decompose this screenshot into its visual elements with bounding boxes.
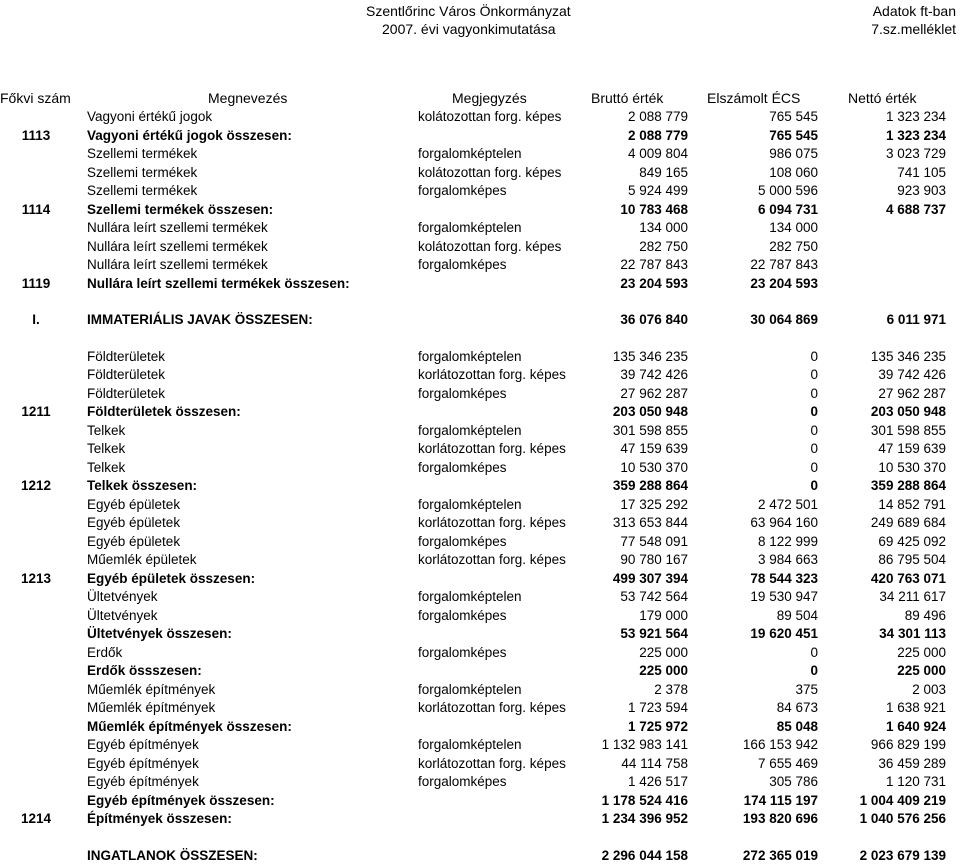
cell-name: Szellemi termékek összesen: [87,201,417,220]
cell-netto: 34 211 617 [820,588,946,607]
cell-name: Műemlék építmények összesen: [87,718,417,737]
report-title: 2007. évi vagyonkimutatása [382,21,556,37]
column-netto: Nettó érték [848,90,916,106]
cell-brutto: 225 000 [560,662,688,681]
cell-netto: 225 000 [820,644,946,663]
cell-brutto: 282 750 [560,238,688,257]
cell-name: Egyéb épületek összesen: [87,570,417,589]
cell-name: Telkek [87,459,417,478]
cell-code: 1212 [0,477,72,496]
cell-brutto: 1 234 396 952 [560,810,688,829]
cell-note: forgalomképtelen [418,145,566,164]
cell-brutto: 90 780 167 [560,551,688,570]
cell-name: Nullára leírt szellemi termékek összesen: [87,275,417,294]
cell-note: forgalomképtelen [418,496,566,515]
subtotal-row [0,570,960,589]
cell-netto: 135 346 235 [820,348,946,367]
cell-name: Földterületek [87,366,417,385]
table-row [0,551,960,570]
cell-note: kolátozottan forg. képes [418,238,566,257]
cell-brutto: 313 653 844 [560,514,688,533]
cell-netto: 225 000 [820,662,946,681]
subtotal-row [0,792,960,811]
cell-name: Műemlék építmények [87,699,417,718]
cell-elszamolt: 0 [690,644,818,663]
cell-note: forgalomképes [418,385,566,404]
cell-brutto: 44 114 758 [560,755,688,774]
cell-brutto: 2 088 779 [560,108,688,127]
cell-netto: 4 688 737 [820,201,946,220]
table-row [0,182,960,201]
cell-netto: 966 829 199 [820,736,946,755]
table-row [0,422,960,441]
column-brutto: Bruttó érték [591,90,663,106]
cell-note: forgalomképes [418,773,566,792]
cell-netto: 203 050 948 [820,403,946,422]
cell-brutto: 36 076 840 [560,311,688,330]
cell-note: korlátozottan forg. képes [418,366,566,385]
cell-netto: 2 003 [820,681,946,700]
cell-netto: 34 301 113 [820,625,946,644]
cell-brutto: 10 783 468 [560,201,688,220]
cell-name: Egyéb építmények [87,773,417,792]
column-note: Megjegyzés [452,90,527,106]
cell-brutto: 5 924 499 [560,182,688,201]
table-row [0,348,960,367]
cell-brutto: 134 000 [560,219,688,238]
cell-note: forgalomképes [418,607,566,626]
cell-name: Vagyoni értékű jogok összesen: [87,127,417,146]
column-name: Megnevezés [208,90,287,106]
subtotal-row [0,810,960,829]
cell-elszamolt: 193 820 696 [690,810,818,829]
cell-netto: 1 323 234 [820,127,946,146]
cell-name: Szellemi termékek [87,145,417,164]
table-row [0,366,960,385]
cell-note: forgalomképes [418,459,566,478]
cell-elszamolt: 0 [690,385,818,404]
cell-netto: 923 903 [820,182,946,201]
cell-note: forgalomképtelen [418,422,566,441]
subtotal-row [0,403,960,422]
spacer-row [0,330,960,348]
cell-elszamolt: 3 984 663 [690,551,818,570]
subtotal-row [0,275,960,294]
table-row [0,736,960,755]
cell-name: Földterületek [87,385,417,404]
cell-brutto: 1 426 517 [560,773,688,792]
cell-code: 1119 [0,275,72,294]
table-row [0,459,960,478]
cell-elszamolt: 5 000 596 [690,182,818,201]
cell-note: korlátozottan forg. képes [418,755,566,774]
currency-note: Adatok ft-ban [873,3,956,19]
cell-netto: 359 288 864 [820,477,946,496]
table-row [0,588,960,607]
cell-brutto: 849 165 [560,164,688,183]
cell-note: korlátozottan forg. képes [418,514,566,533]
cell-brutto: 2 088 779 [560,127,688,146]
cell-elszamolt: 765 545 [690,108,818,127]
cell-elszamolt: 30 064 869 [690,311,818,330]
table-row [0,773,960,792]
cell-elszamolt: 0 [690,403,818,422]
cell-brutto: 225 000 [560,644,688,663]
subtotal-row [0,127,960,146]
cell-name: INGATLANOK ÖSSZESEN: [87,847,417,865]
cell-elszamolt: 0 [690,422,818,441]
table-row [0,440,960,459]
table-row [0,681,960,700]
cell-brutto: 53 742 564 [560,588,688,607]
cell-elszamolt: 765 545 [690,127,818,146]
cell-code: 1113 [0,127,72,146]
cell-netto: 1 638 921 [820,699,946,718]
subtotal-row [0,625,960,644]
table-row [0,755,960,774]
cell-netto: 69 425 092 [820,533,946,552]
cell-note: kolátozottan forg. képes [418,108,566,127]
cell-code: 1214 [0,810,72,829]
cell-netto: 741 105 [820,164,946,183]
table-row [0,644,960,663]
cell-name: Telkek [87,440,417,459]
cell-brutto: 1 725 972 [560,718,688,737]
table-header [0,90,960,108]
cell-netto: 1 640 924 [820,718,946,737]
cell-elszamolt: 174 115 197 [690,792,818,811]
cell-elszamolt: 85 048 [690,718,818,737]
cell-name: IMMATERIÁLIS JAVAK ÖSSZESEN: [87,311,417,330]
cell-elszamolt: 305 786 [690,773,818,792]
cell-netto: 27 962 287 [820,385,946,404]
cell-brutto: 2 296 044 158 [560,847,688,865]
cell-elszamolt: 0 [690,477,818,496]
cell-note: forgalomképtelen [418,219,566,238]
cell-elszamolt: 19 530 947 [690,588,818,607]
cell-elszamolt: 134 000 [690,219,818,238]
cell-name: Földterületek [87,348,417,367]
cell-brutto: 39 742 426 [560,366,688,385]
table-row [0,256,960,275]
cell-brutto: 301 598 855 [560,422,688,441]
cell-elszamolt: 6 094 731 [690,201,818,220]
cell-brutto: 23 204 593 [560,275,688,294]
cell-elszamolt: 84 673 [690,699,818,718]
cell-name: Egyéb építmények [87,736,417,755]
cell-elszamolt: 0 [690,348,818,367]
cell-note: forgalomképtelen [418,681,566,700]
cell-name: Műemlék építmények [87,681,417,700]
cell-netto: 1 004 409 219 [820,792,946,811]
cell-netto: 420 763 071 [820,570,946,589]
cell-elszamolt: 19 620 451 [690,625,818,644]
cell-note: forgalomképes [418,533,566,552]
cell-netto: 301 598 855 [820,422,946,441]
cell-name: Erdők össszesen: [87,662,417,681]
cell-note: korlátozottan forg. képes [418,440,566,459]
cell-netto: 1 040 576 256 [820,810,946,829]
spacer-row [0,829,960,847]
cell-name: Nullára leírt szellemi termékek [87,219,417,238]
cell-note: kolátozottan forg. képes [418,164,566,183]
subtotal-row [0,847,960,865]
cell-elszamolt: 272 365 019 [690,847,818,865]
cell-brutto: 1 178 524 416 [560,792,688,811]
cell-brutto: 17 325 292 [560,496,688,515]
cell-netto: 2 023 679 139 [820,847,946,865]
table-row [0,533,960,552]
cell-name: Telkek [87,422,417,441]
table-row [0,496,960,515]
subtotal-row [0,662,960,681]
cell-name: Ültetvények [87,588,417,607]
cell-brutto: 1 723 594 [560,699,688,718]
cell-elszamolt: 22 787 843 [690,256,818,275]
cell-name: Egyéb építmények összesen: [87,792,417,811]
cell-brutto: 2 378 [560,681,688,700]
table-row [0,145,960,164]
cell-netto: 86 795 504 [820,551,946,570]
table-row [0,699,960,718]
cell-brutto: 203 050 948 [560,403,688,422]
cell-netto: 3 023 729 [820,145,946,164]
cell-brutto: 499 307 394 [560,570,688,589]
cell-elszamolt: 63 964 160 [690,514,818,533]
cell-name: Egyéb épületek [87,533,417,552]
cell-name: Földterületek összesen: [87,403,417,422]
table-row [0,164,960,183]
cell-elszamolt: 23 204 593 [690,275,818,294]
cell-elszamolt: 0 [690,440,818,459]
cell-elszamolt: 2 472 501 [690,496,818,515]
table-row [0,238,960,257]
cell-note: korlátozottan forg. képes [418,699,566,718]
table-row [0,607,960,626]
cell-code: 1213 [0,570,72,589]
cell-elszamolt: 166 153 942 [690,736,818,755]
cell-elszamolt: 7 655 469 [690,755,818,774]
cell-netto: 1 323 234 [820,108,946,127]
cell-brutto: 4 009 804 [560,145,688,164]
cell-name: Műemlék épületek [87,551,417,570]
cell-brutto: 135 346 235 [560,348,688,367]
column-elszamolt: Elszámolt ÉCS [707,90,800,106]
cell-elszamolt: 0 [690,662,818,681]
cell-brutto: 359 288 864 [560,477,688,496]
cell-name: Egyéb építmények [87,755,417,774]
cell-name: Erdők [87,644,417,663]
column-code: Főkvi szám [0,90,71,106]
cell-name: Vagyoni értékű jogok [87,108,417,127]
cell-netto: 1 120 731 [820,773,946,792]
cell-brutto: 179 000 [560,607,688,626]
cell-brutto: 1 132 983 141 [560,736,688,755]
subtotal-row [0,201,960,220]
cell-netto: 14 852 791 [820,496,946,515]
cell-name: Egyéb épületek [87,496,417,515]
cell-name: Nullára leírt szellemi termékek [87,238,417,257]
cell-name: Szellemi termékek [87,164,417,183]
cell-note: forgalomképtelen [418,736,566,755]
cell-brutto: 47 159 639 [560,440,688,459]
cell-elszamolt: 0 [690,459,818,478]
cell-elszamolt: 89 504 [690,607,818,626]
cell-name: Szellemi termékek [87,182,417,201]
cell-note: forgalomképes [418,644,566,663]
cell-elszamolt: 375 [690,681,818,700]
cell-note: forgalomképtelen [418,348,566,367]
subtotal-row [0,718,960,737]
asset-table [0,108,960,865]
cell-code: 1114 [0,201,72,220]
cell-note: forgalomképes [418,182,566,201]
cell-elszamolt: 108 060 [690,164,818,183]
cell-elszamolt: 8 122 999 [690,533,818,552]
cell-elszamolt: 78 544 323 [690,570,818,589]
table-row [0,108,960,127]
cell-netto: 39 742 426 [820,366,946,385]
subtotal-row [0,311,960,330]
cell-name: Telkek összesen: [87,477,417,496]
cell-netto: 36 459 289 [820,755,946,774]
cell-note: forgalomképes [418,256,566,275]
annex-number: 7.sz.melléklet [871,21,956,37]
cell-brutto: 27 962 287 [560,385,688,404]
cell-netto: 249 689 684 [820,514,946,533]
subtotal-row [0,477,960,496]
cell-name: Építmények összesen: [87,810,417,829]
cell-netto: 6 011 971 [820,311,946,330]
cell-name: Nullára leírt szellemi termékek [87,256,417,275]
cell-name: Ültetvények összesen: [87,625,417,644]
cell-brutto: 22 787 843 [560,256,688,275]
cell-code: 1211 [0,403,72,422]
cell-elszamolt: 0 [690,366,818,385]
table-row [0,514,960,533]
table-row [0,385,960,404]
cell-netto: 47 159 639 [820,440,946,459]
cell-note: forgalomképtelen [418,588,566,607]
cell-elszamolt: 282 750 [690,238,818,257]
cell-netto: 10 530 370 [820,459,946,478]
cell-note: korlátozottan forg. képes [418,551,566,570]
spacer-row [0,293,960,311]
cell-netto: 89 496 [820,607,946,626]
organization-name: Szentlőrinc Város Önkormányzat [366,3,571,19]
cell-brutto: 53 921 564 [560,625,688,644]
cell-name: Egyéb épületek [87,514,417,533]
table-row [0,219,960,238]
cell-brutto: 77 548 091 [560,533,688,552]
cell-elszamolt: 986 075 [690,145,818,164]
cell-brutto: 10 530 370 [560,459,688,478]
cell-name: Ültetvények [87,607,417,626]
cell-code: I. [0,311,72,330]
